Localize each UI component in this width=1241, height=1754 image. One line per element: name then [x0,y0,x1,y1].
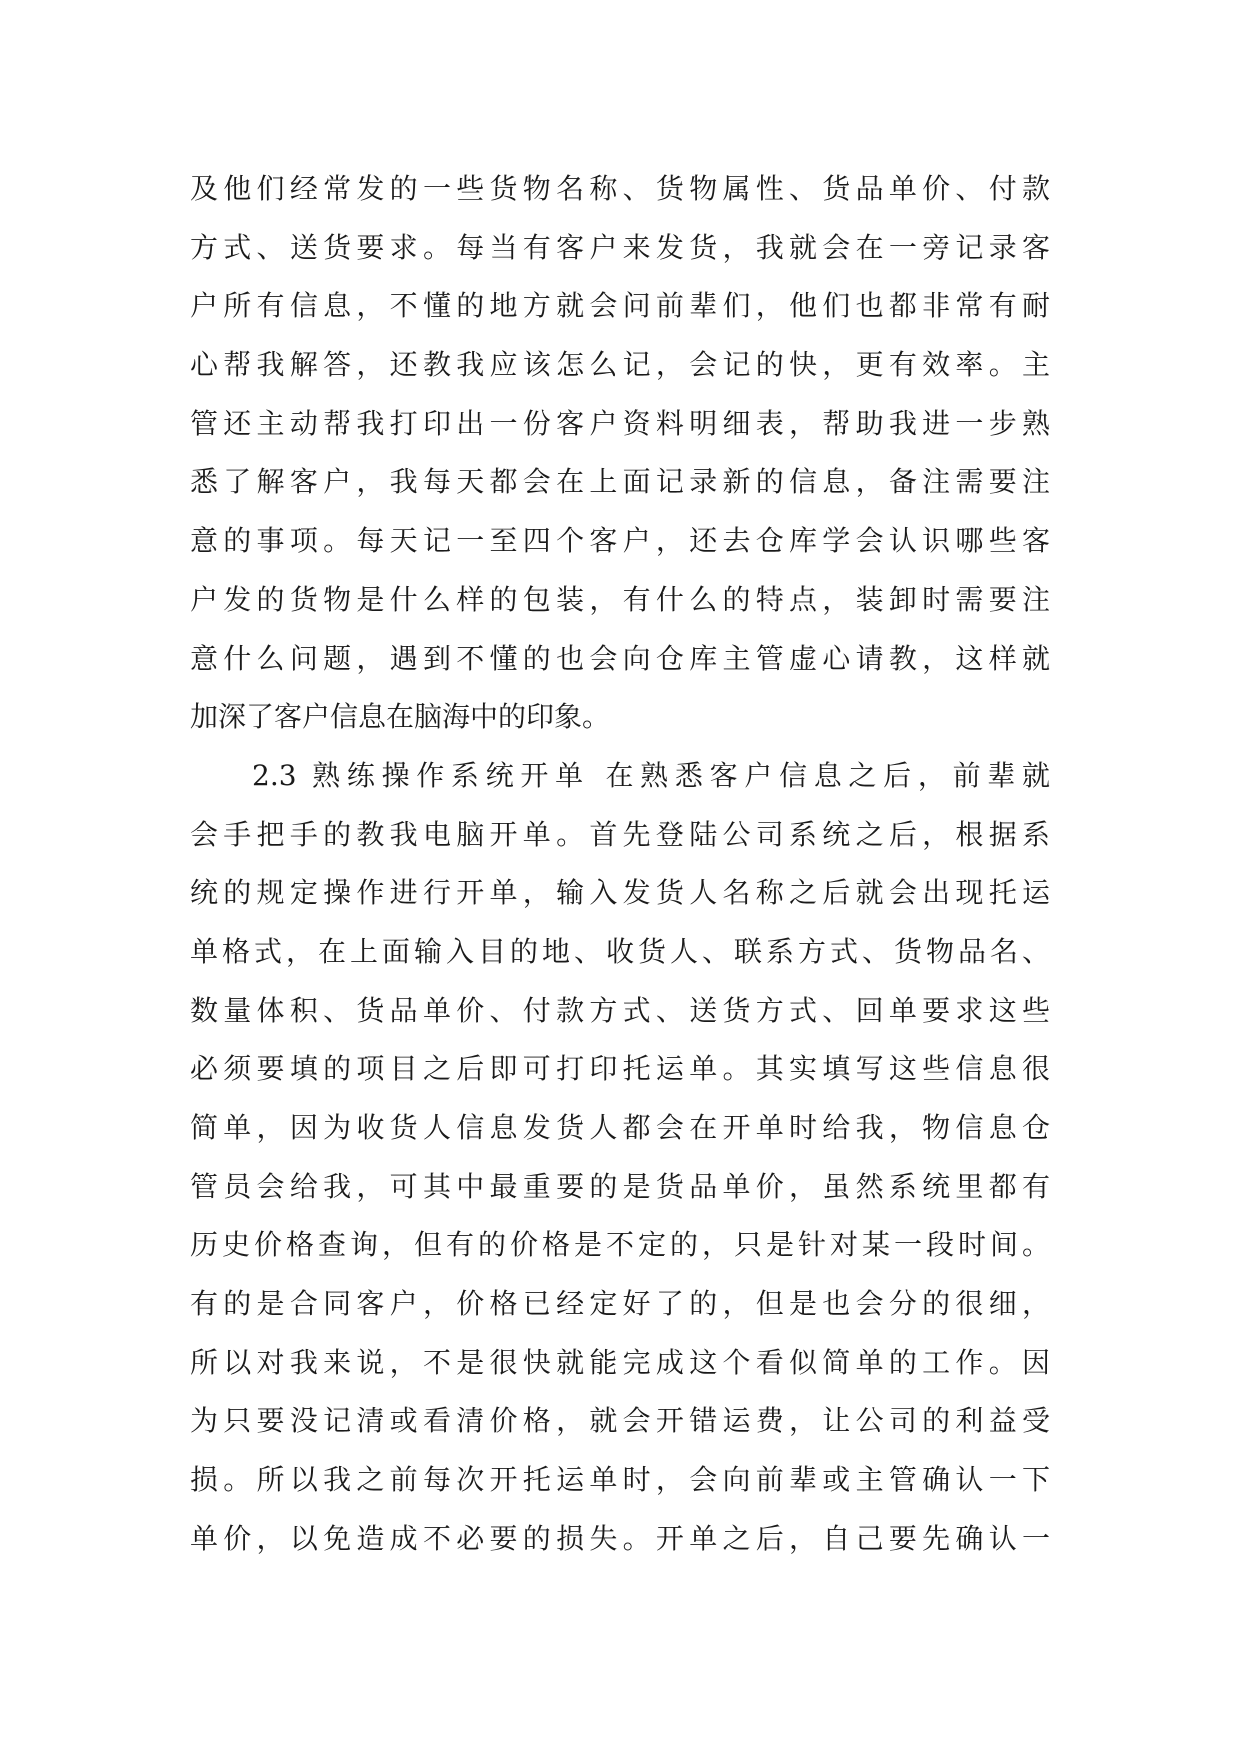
text-line: 户所有信息，不懂的地方就会问前辈们，他们也都非常有耐 [190,289,1050,323]
text-line-paragraph-end: 加深了客户信息在脑海中的印象。 [190,700,611,734]
text-line: 有的是合同客户，价格已经定好了的，但是也会分的很细， [190,1287,1050,1321]
text-line: 数量体积、货品单价、付款方式、送货方式、回单要求这些 [190,993,1050,1027]
text-line: 心帮我解答，还教我应该怎么记，会记的快，更有效率。主 [190,348,1050,382]
text-line: 单价，以免造成不必要的损失。开单之后，自己要先确认一 [190,1521,1050,1555]
text-line: 意的事项。每天记一至四个客户，还去仓库学会认识哪些客 [190,524,1050,558]
section-heading-line: 2.3 熟练操作系统开单 在熟悉客户信息之后，前辈就 [252,758,1050,792]
text-line: 必须要填的项目之后即可打印托运单。其实填写这些信息很 [190,1052,1050,1086]
text-line: 所以对我来说，不是很快就能完成这个看似简单的工作。因 [190,1345,1050,1379]
body-text [190,160,1050,1569]
text-line: 户发的货物是什么样的包装，有什么的特点，装卸时需要注 [190,582,1050,616]
text-line: 意什么问题，遇到不懂的也会向仓库主管虚心请教，这样就 [190,641,1050,675]
text-line: 及他们经常发的一些货物名称、货物属性、货品单价、付款 [190,172,1050,205]
text-line: 会手把手的教我电脑开单。首先登陆公司系统之后，根据系 [190,817,1050,851]
text-line: 悉了解客户，我每天都会在上面记录新的信息，备注需要注 [190,465,1050,499]
text-line: 管员会给我，可其中最重要的是货品单价，虽然系统里都有 [190,1169,1050,1203]
text-line: 历史价格查询，但有的价格是不定的，只是针对某一段时间。 [190,1228,1050,1262]
text-line: 管还主动帮我打印出一份客户资料明细表，帮助我进一步熟 [190,406,1050,440]
text-line: 简单，因为收货人信息发货人都会在开单时给我，物信息仓 [190,1111,1050,1144]
text-line: 方式、送货要求。每当有客户来发货，我就会在一旁记录客 [190,230,1050,264]
text-line: 统的规定操作进行开单，输入发货人名称之后就会出现托运 [190,876,1050,910]
text-line: 损。所以我之前每次开托运单时，会向前辈或主管确认一下 [190,1463,1050,1497]
text-line: 为只要没记清或看清价格，就会开错运费，让公司的利益受 [190,1404,1050,1438]
text-line: 单格式，在上面输入目的地、收货人、联系方式、货物品名、 [190,934,1050,968]
